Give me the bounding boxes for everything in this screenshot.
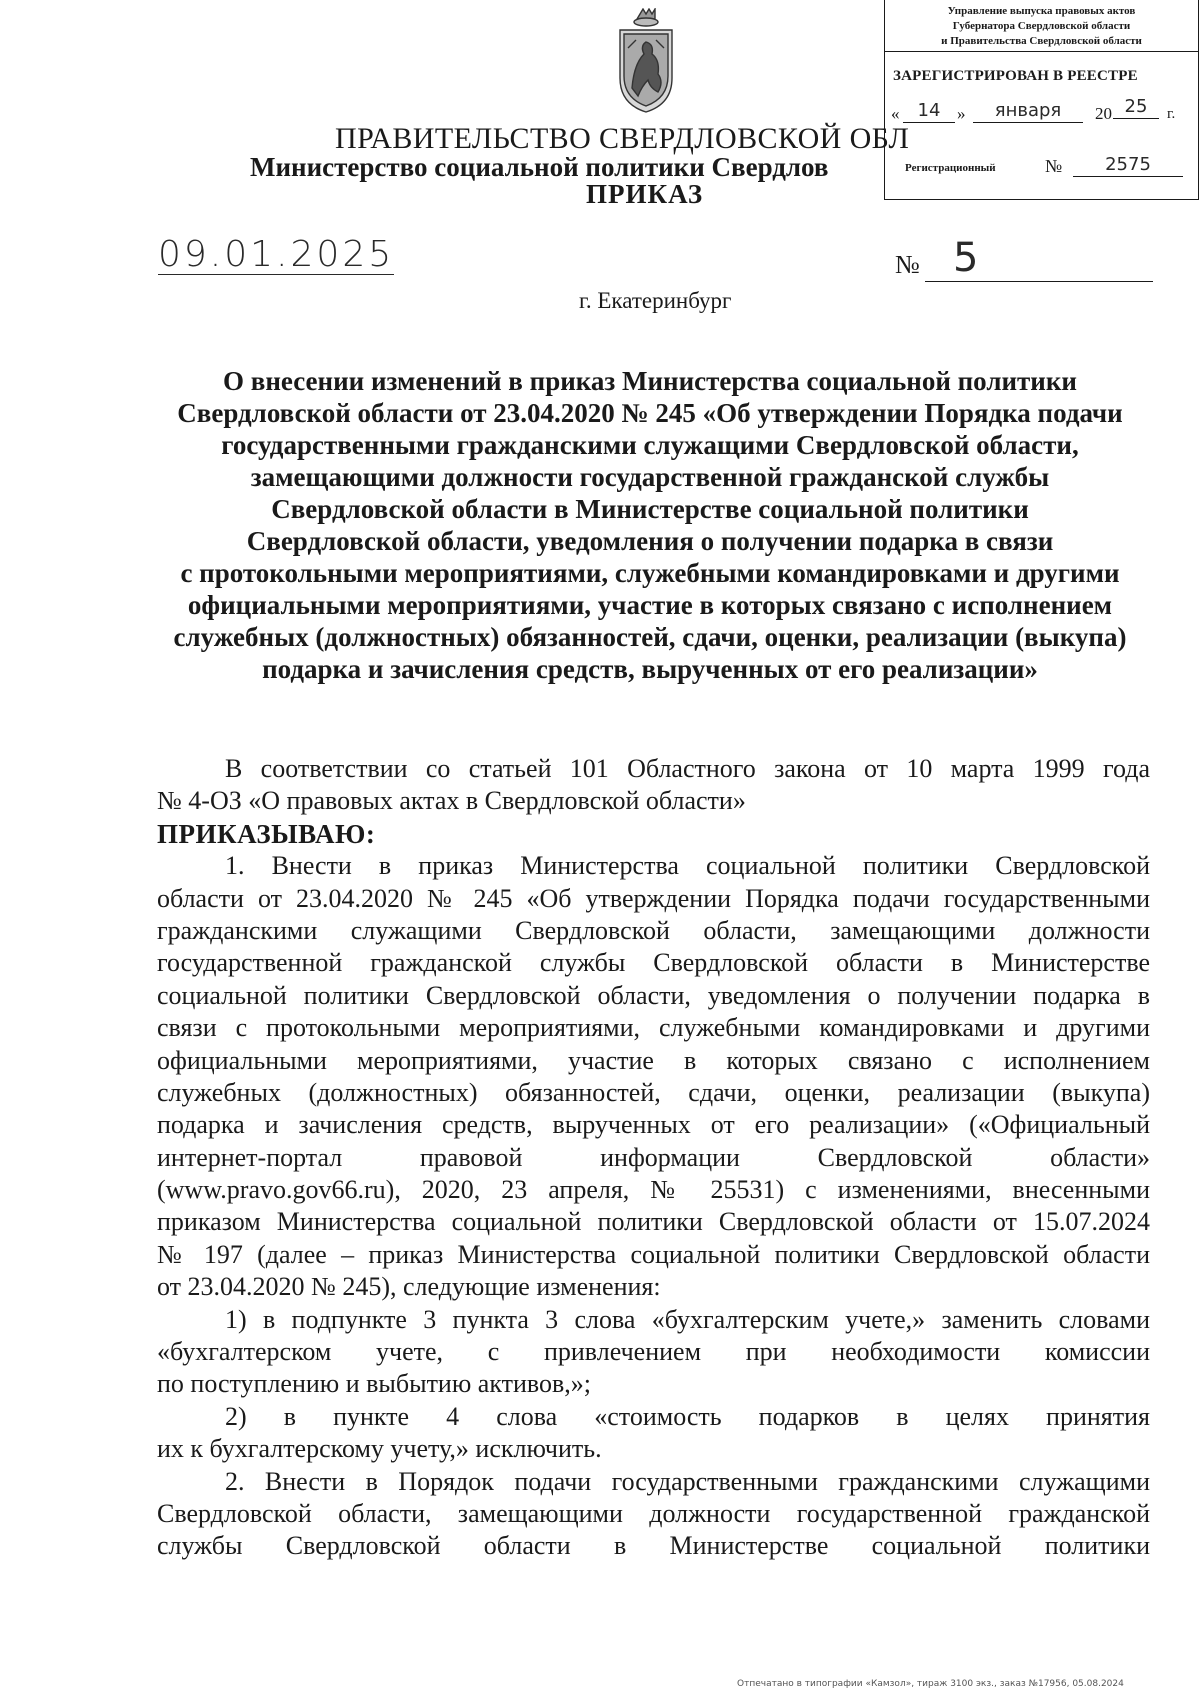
stamp-month: января	[973, 100, 1083, 123]
body-line: «бухгалтерском учете, с привлечением при необходимости комиссии	[157, 1337, 1150, 1367]
stamp-close-quote: »	[957, 104, 966, 123]
title-line: подарка и зачисления средств, вырученных от его реализации»	[262, 654, 1038, 684]
order-city: г. Екатеринбург	[579, 288, 732, 313]
body-line: В соответствии со статьей 101 Областного закона от 10 марта 1999 года	[225, 754, 1150, 783]
title-line: О внесении изменений в приказ Министерства социальной политики	[223, 366, 1077, 396]
body-line: 2. Внести в Порядок подачи государственными гражданскими служащими	[225, 1466, 1150, 1496]
title-line: с протокольными мероприятиями, служебными командировками и другими	[180, 558, 1120, 588]
body-line: области от 23.04.2020 № 245 «Об утверждении Порядка подачи государственными	[157, 883, 1150, 913]
body-line: социальной политики Свердловской области, уведомления о получении подарка в	[157, 980, 1150, 1010]
title-line: служебных (должностных) обязанностей, сдачи, оценки, реализации (выкупа)	[173, 622, 1127, 652]
body-line: № 4-ОЗ «О правовых актах в Свердловской области»	[157, 786, 746, 816]
body-line: подарка и зачисления средств, вырученных от его реализации» («Официальный	[157, 1110, 1150, 1140]
coat-of-arms-emblem	[614, 8, 678, 114]
title-line: Свердловской области, уведомления о получении подарка в связи	[246, 526, 1054, 556]
body-line: от 23.04.2020 № 245), следующие изменения:	[157, 1272, 661, 1302]
stamp-registration-label: Регистрационный	[905, 162, 996, 174]
title-line: официальными мероприятиями, участие в которых связано с исполнением	[187, 590, 1113, 620]
ministry-title: Министерство социальной политики Свердлов	[250, 152, 829, 182]
stamp-year-suffix: 25	[1113, 96, 1159, 119]
body-line: по поступлению и выбытию активов,»;	[157, 1369, 591, 1399]
body-line: Свердловской области, замещающими должности государственной гражданской	[157, 1498, 1150, 1528]
order-heading: ПРИКАЗ	[586, 179, 704, 209]
body-line: гражданскими служащими Свердловской области, замещающими должности	[157, 915, 1150, 945]
stamp-registration-number: 2575	[1073, 154, 1183, 177]
body-line: интернет-портал правовой информации Свердловской области»	[157, 1142, 1150, 1172]
title-line: Свердловской области в Министерстве социальной политики	[271, 494, 1029, 524]
body-line: их к бухгалтерскому учету,» исключить.	[157, 1434, 602, 1464]
title-line: Свердловской области от 23.04.2020 № 245 «Об утверждении Порядка подачи	[177, 398, 1123, 428]
document-title	[150, 365, 1150, 685]
decree-word: ПРИКАЗЫВАЮ:	[157, 818, 376, 849]
stamp-header-line: Управление выпуска правовых актов	[947, 5, 1136, 17]
body-line: № 197 (далее – приказ Министерства социальной политики Свердловской области	[157, 1239, 1150, 1269]
body-line: связи с протокольными мероприятиями, служебными командировками и другими	[157, 1013, 1150, 1043]
document-body	[157, 753, 1150, 1563]
stamp-number-sign: №	[1045, 156, 1063, 176]
title-line: государственными гражданскими служащими Свердловской области,	[221, 430, 1079, 460]
stamp-date-row	[891, 96, 1191, 130]
title-line: замещающими должности государственной гражданской службы	[250, 462, 1050, 492]
body-line: (www.pravo.gov66.ru), 2020, 23 апреля, № 25531) с изменениями, внесенными	[157, 1175, 1150, 1205]
stamp-year-mark: г.	[1167, 106, 1176, 122]
print-footer: Отпечатано в типографии «Камзол», тираж 3100 экз., заказ №17956, 05.08.2024	[737, 1679, 1124, 1689]
stamp-open-quote: «	[891, 104, 900, 123]
government-title: ПРАВИТЕЛЬСТВО СВЕРДЛОВСКОЙ ОБЛ	[335, 122, 910, 155]
stamp-day: 14	[903, 100, 955, 123]
order-number: 5	[925, 236, 1153, 282]
stamp-year-prefix: 20	[1095, 104, 1112, 123]
registration-stamp	[884, 0, 1199, 200]
body-line: 2) в пункте 4 слова «стоимость подарков в целях принятия	[225, 1401, 1150, 1431]
stamp-header	[885, 0, 1198, 52]
order-number-label: №	[895, 250, 920, 279]
stamp-header-line: Губернатора Свердловской области	[952, 20, 1131, 32]
body-line: 1. Внести в приказ Министерства социальной политики Свердловской	[225, 851, 1150, 881]
body-line: службы Свердловской области в Министерстве социальной политики	[157, 1531, 1150, 1561]
stamp-registered-label: ЗАРЕГИСТРИРОВАН В РЕЕСТРЕ	[893, 68, 1138, 84]
body-line: 1) в подпункте 3 пункта 3 слова «бухгалтерским учете,» заменить словами	[225, 1304, 1150, 1334]
order-date: 09.01.2025	[158, 234, 395, 275]
body-line: официальными мероприятиями, участие в которых связано с исполнением	[157, 1045, 1150, 1075]
body-line: государственной гражданской службы Свердловской области в Министерстве	[157, 948, 1150, 978]
stamp-registration-row	[905, 156, 1185, 182]
body-line: приказом Министерства социальной политики Свердловской области от 15.07.2024	[157, 1207, 1150, 1237]
stamp-header-line: и Правительства Свердловской области	[941, 35, 1142, 47]
body-line: служебных (должностных) обязанностей, сдачи, оценки, реализации (выкупа)	[157, 1077, 1150, 1107]
